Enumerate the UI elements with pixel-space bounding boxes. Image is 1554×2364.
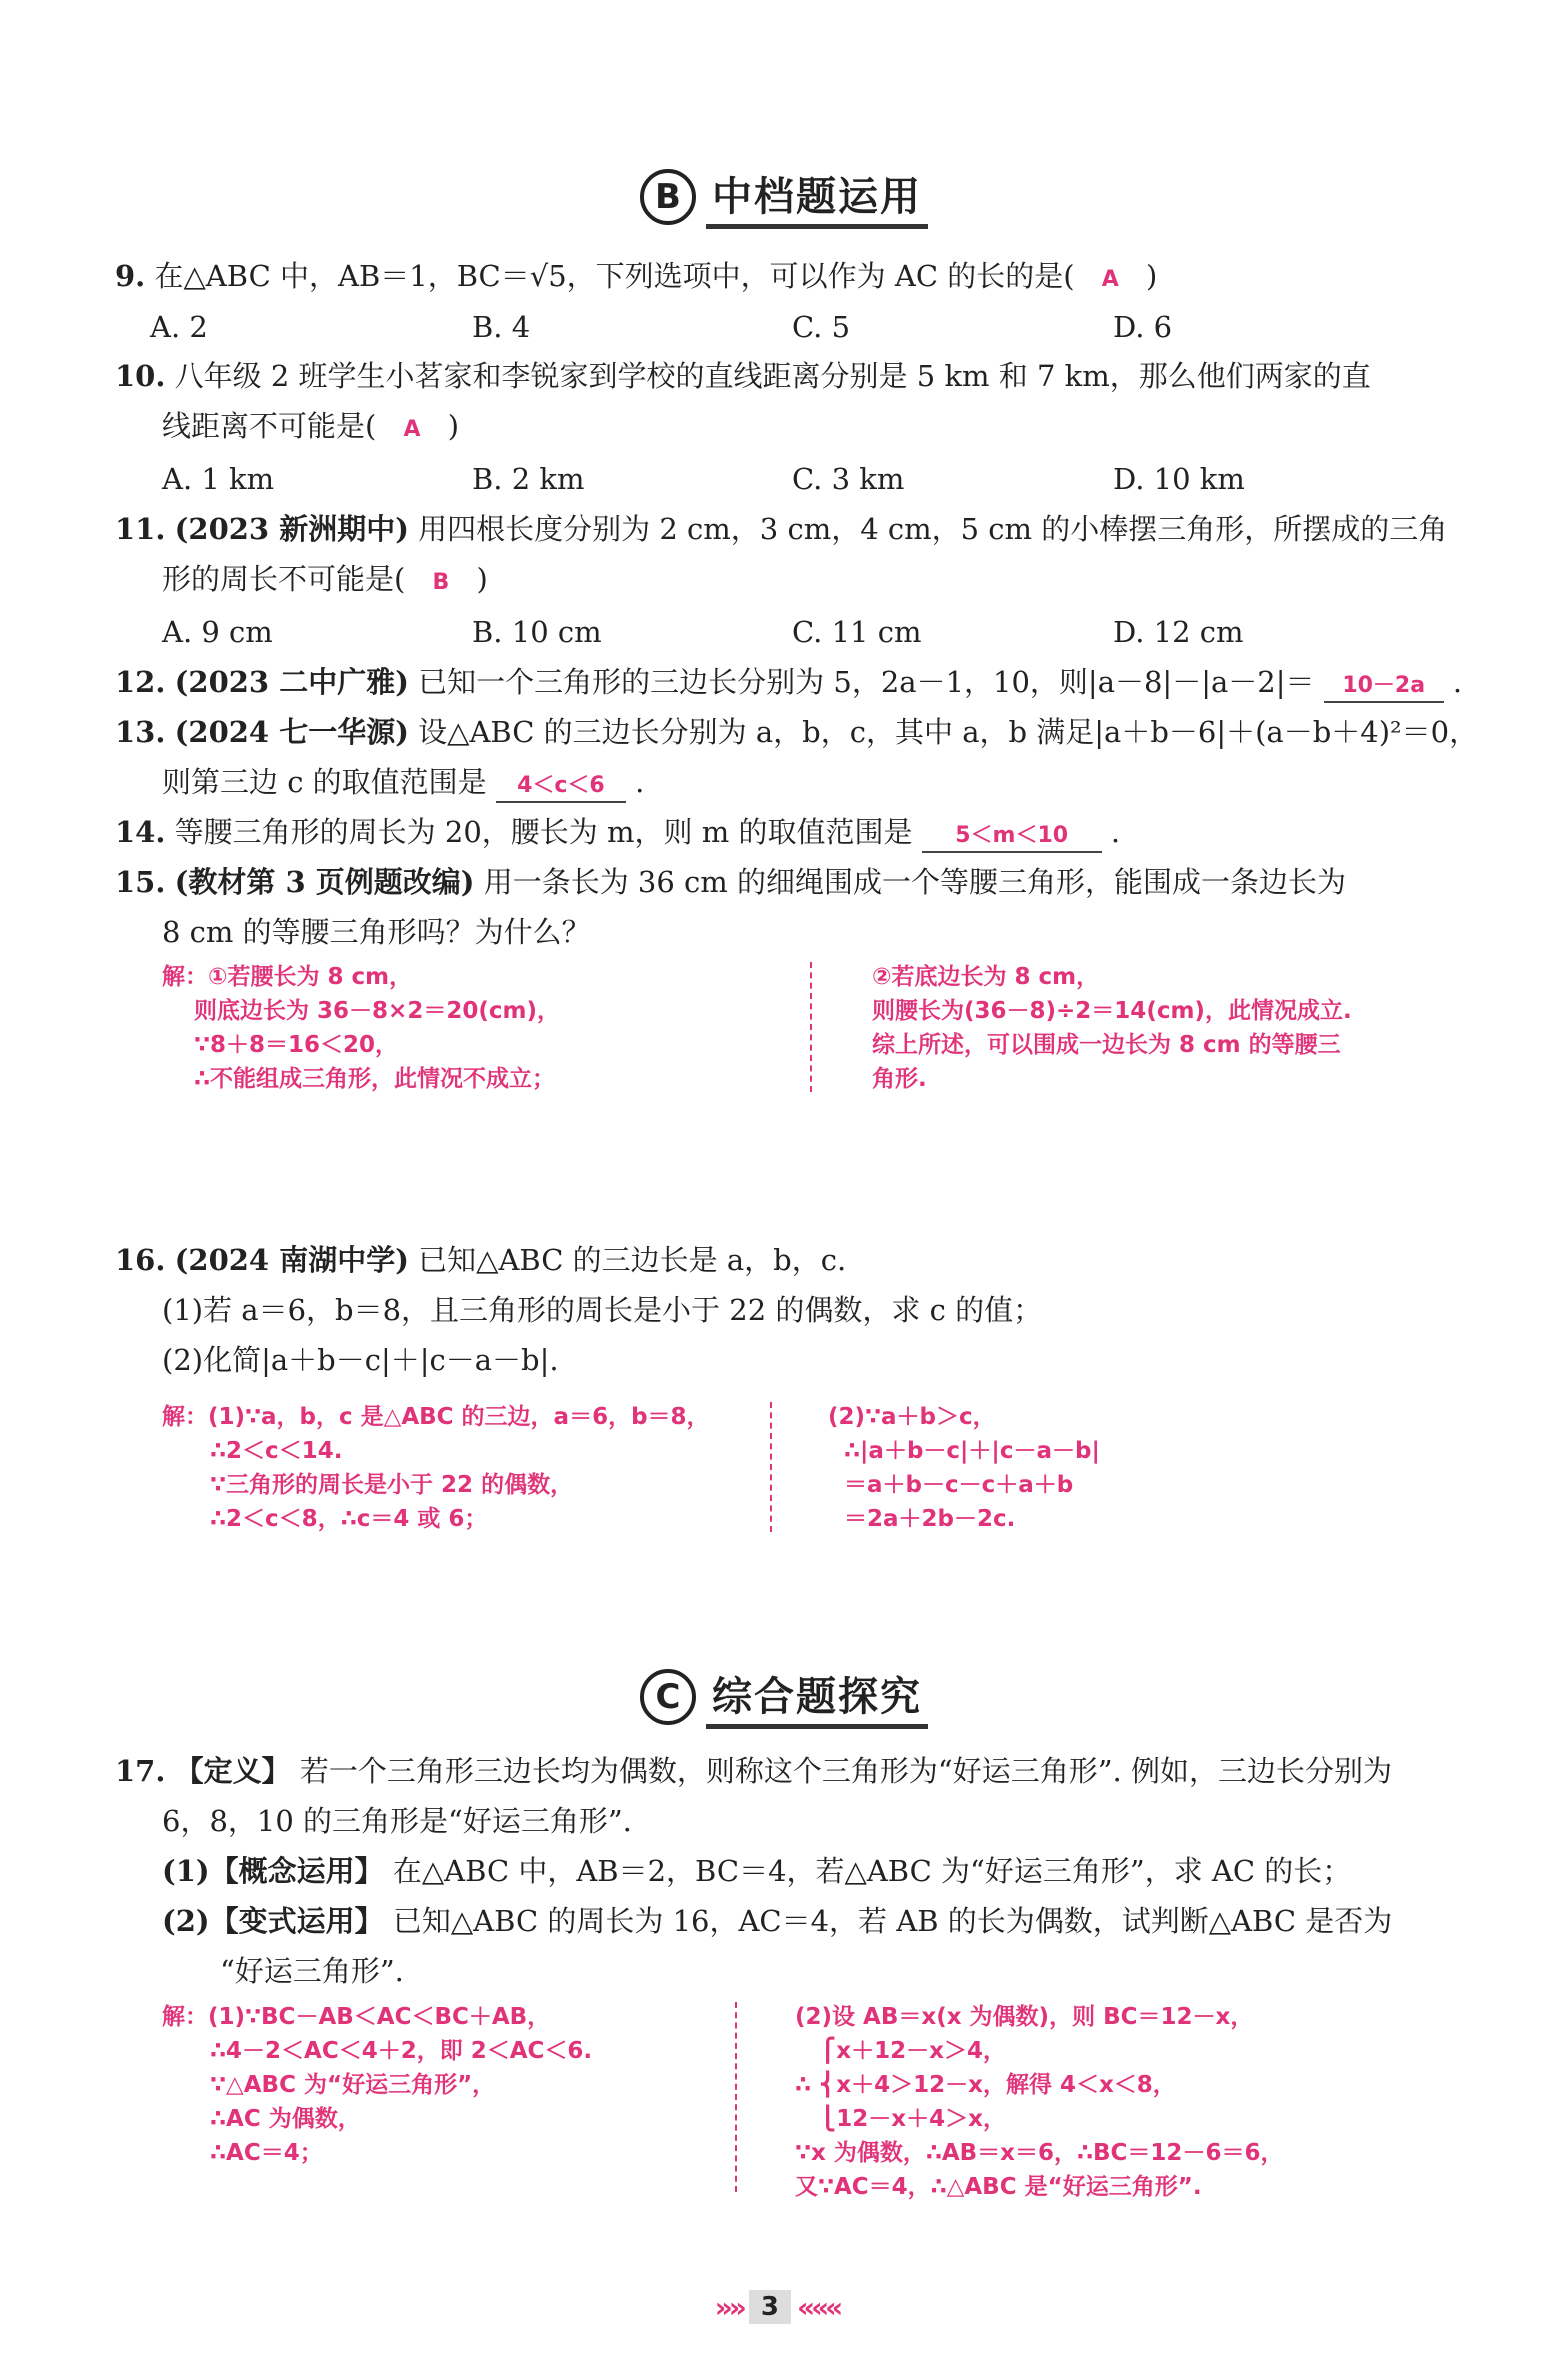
- question-text-line2: 形的周长不可能是(: [162, 562, 406, 596]
- question-16: [115, 1236, 846, 1284]
- question-16-part1: (1)若 a＝6，b＝8，且三角形的周长是小于 22 的偶数，求 c 的值；: [162, 1293, 1043, 1327]
- question-source: (2023 二中广雅): [174, 665, 409, 699]
- question-number: 12.: [115, 665, 166, 699]
- option-b: B. 2 km: [472, 462, 585, 496]
- question-text-line2: 线距离不可能是(: [162, 409, 377, 443]
- part2-tag: (2)【变式运用】: [162, 1904, 384, 1938]
- option-c: C. 3 km: [792, 462, 905, 496]
- question-text: 在△ABC 中，AB＝1，BC＝√5，下列选项中，可以作为 AC 的长的是(: [154, 259, 1075, 293]
- answer-mark: A: [1101, 267, 1119, 292]
- question-source: (2023 新洲期中): [174, 512, 409, 546]
- question-12: [115, 658, 1462, 706]
- question-text-line2: 则第三边 c 的取值范围是: [162, 765, 487, 799]
- question-9: [115, 252, 1157, 304]
- question-text-line1: 用一条长为 36 cm 的细绳围成一个等腰三角形，能围成一条边长为: [483, 865, 1347, 899]
- question-14: [115, 808, 1120, 856]
- option-c: C. 11 cm: [792, 615, 922, 649]
- question-15-line2: [162, 908, 591, 956]
- solution-divider: [735, 2002, 737, 2192]
- period: .: [1452, 665, 1463, 699]
- part1-tag: (1)【概念运用】: [162, 1854, 384, 1888]
- paren-close: ): [1146, 259, 1158, 293]
- answer-mark: A: [403, 417, 421, 442]
- question-number: 14.: [115, 815, 166, 849]
- question-source: (2024 七一华源): [174, 715, 409, 749]
- question-number: 9.: [115, 259, 146, 293]
- question-11: [115, 505, 1447, 553]
- option-d: D. 10 km: [1113, 462, 1245, 496]
- question-text-line2: 8 cm 的等腰三角形吗？为什么？: [162, 915, 591, 949]
- section-b-badge: B: [640, 169, 696, 225]
- option-d: D. 12 cm: [1113, 615, 1244, 649]
- question-text-line1: 八年级 2 班学生小茗家和李锐家到学校的直线距离分别是 5 km 和 7 km，那么他们两家的直: [174, 359, 1371, 393]
- section-c-title: 综合题探究: [706, 1665, 928, 1729]
- question-number: 17.: [115, 1754, 166, 1788]
- answer-blank: 5＜m＜10: [922, 821, 1102, 853]
- solution-17-right: (2)设 AB＝x(x 为偶数)，则 BC＝12－x， ⎧x＋12－x＞4， ∴ ⎨x＋4＞12－x，解得 4＜x＜8， ⎩12－x＋4＞x， ∵x 为偶数，∴AB＝x＝6，∴BC＝12－6＝6， 又∵AC＝4，∴△ABC 是“好运三角形”.: [795, 2004, 1284, 2200]
- solution-17-left: 解：(1)∵BC－AB＜AC＜BC＋AB， ∴4－2＜AC＜4＋2，即 2＜AC＜6. ∵△ABC 为“好运三角形”， ∴AC 为偶数， ∴AC＝4；: [162, 2004, 593, 2166]
- section-b-title: 中档题运用: [706, 165, 928, 229]
- question-17-part1: [162, 1847, 1351, 1895]
- question-13-line2: [162, 758, 644, 806]
- section-c-header: [640, 1665, 928, 1729]
- question-text-line1: 设△ABC 的三边长分别为 a，b，c，其中 a，b 满足|a＋b－6|＋(a－b＋4)²＝0，: [418, 715, 1479, 749]
- left-arrows: »»: [714, 2290, 743, 2324]
- question-17: [115, 1747, 1392, 1795]
- section-b-header: [640, 165, 928, 229]
- question-text-line1: 已知△ABC 的三边长是 a，b，c.: [418, 1243, 847, 1277]
- question-17-part2: [162, 1897, 1392, 1945]
- option-b: B. 10 cm: [472, 615, 602, 649]
- question-13: [115, 708, 1478, 756]
- question-10-line2: [162, 402, 459, 454]
- question-17-part2-line2: “好运三角形”.: [220, 1954, 404, 1988]
- solution-divider: [810, 962, 812, 1092]
- question-number: 16.: [115, 1243, 166, 1277]
- solution-15-left: 解：①若腰长为 8 cm， 则底边长为 36－8×2＝20(cm)， ∵8＋8＝16＜20， ∴不能组成三角形，此情况不成立；: [162, 964, 560, 1092]
- page-footer: [0, 2290, 1554, 2324]
- right-arrows: «««: [797, 2290, 840, 2324]
- page-number: 3: [749, 2290, 791, 2324]
- definition-tag: 【定义】: [174, 1754, 291, 1788]
- solution-16-right: (2)∵a＋b＞c， ∴|a＋b－c|＋|c－a－b| ＝a＋b－c－c＋a＋b ＝2a＋2b－2c.: [828, 1404, 1100, 1532]
- option-b: B. 4: [472, 310, 531, 344]
- solution-divider: [770, 1402, 772, 1532]
- question-source: (2024 南湖中学): [174, 1243, 409, 1277]
- question-number: 11.: [115, 512, 166, 546]
- question-17-line2: 6，8，10 的三角形是“好运三角形”.: [162, 1804, 632, 1838]
- answer-blank: 4＜c＜6: [496, 771, 626, 803]
- question-text: 等腰三角形的周长为 20，腰长为 m，则 m 的取值范围是: [174, 815, 913, 849]
- option-a: A. 1 km: [162, 462, 275, 496]
- answer-blank: 10－2a: [1324, 671, 1444, 703]
- part1-text: 在△ABC 中，AB＝2，BC＝4，若△ABC 为“好运三角形”，求 AC 的长；: [392, 1854, 1352, 1888]
- question-11-line2: [162, 555, 488, 607]
- question-15: [115, 858, 1346, 906]
- question-number: 15.: [115, 865, 166, 899]
- option-d: D. 6: [1113, 310, 1173, 344]
- question-text: 已知一个三角形的三边长分别为 5，2a－1，10，则|a－8|－|a－2|＝: [418, 665, 1315, 699]
- paren-close: ): [447, 409, 460, 443]
- option-a: A. 9 cm: [162, 615, 273, 649]
- question-text-line1: 用四根长度分别为 2 cm，3 cm，4 cm，5 cm 的小棒摆三角形，所摆成的三角: [418, 512, 1448, 546]
- period: .: [635, 765, 645, 799]
- section-c-badge: C: [640, 1669, 696, 1725]
- question-16-part2: (2)化简|a＋b－c|＋|c－a－b|.: [162, 1343, 559, 1377]
- part2-text: 已知△ABC 的周长为 16，AC＝4，若 AB 的长为偶数，试判断△ABC 是否为: [392, 1904, 1393, 1938]
- answer-mark: B: [432, 570, 450, 595]
- question-10: [115, 352, 1371, 400]
- option-a: A. 2: [150, 310, 208, 344]
- period: .: [1110, 815, 1121, 849]
- option-c: C. 5: [792, 310, 851, 344]
- question-number: 13.: [115, 715, 166, 749]
- solution-15-right: ②若底边长为 8 cm， 则腰长为(36－8)÷2＝14(cm)，此情况成立. 综上所述，可以围成一边长为 8 cm 的等腰三 角形.: [872, 964, 1352, 1092]
- paren-close: ): [476, 562, 488, 596]
- question-number: 10.: [115, 359, 166, 393]
- question-source: (教材第 3 页例题改编): [174, 865, 475, 899]
- solution-16-left: 解：(1)∵a，b，c 是△ABC 的三边，a＝6，b＝8， ∴2＜c＜14. ∵三角形的周长是小于 22 的偶数， ∴2＜c＜8，∴c＝4 或 6；: [162, 1404, 710, 1532]
- question-text-line1: 若一个三角形三边长均为偶数，则称这个三角形为“好运三角形”. 例如，三边长分别为: [299, 1754, 1392, 1788]
